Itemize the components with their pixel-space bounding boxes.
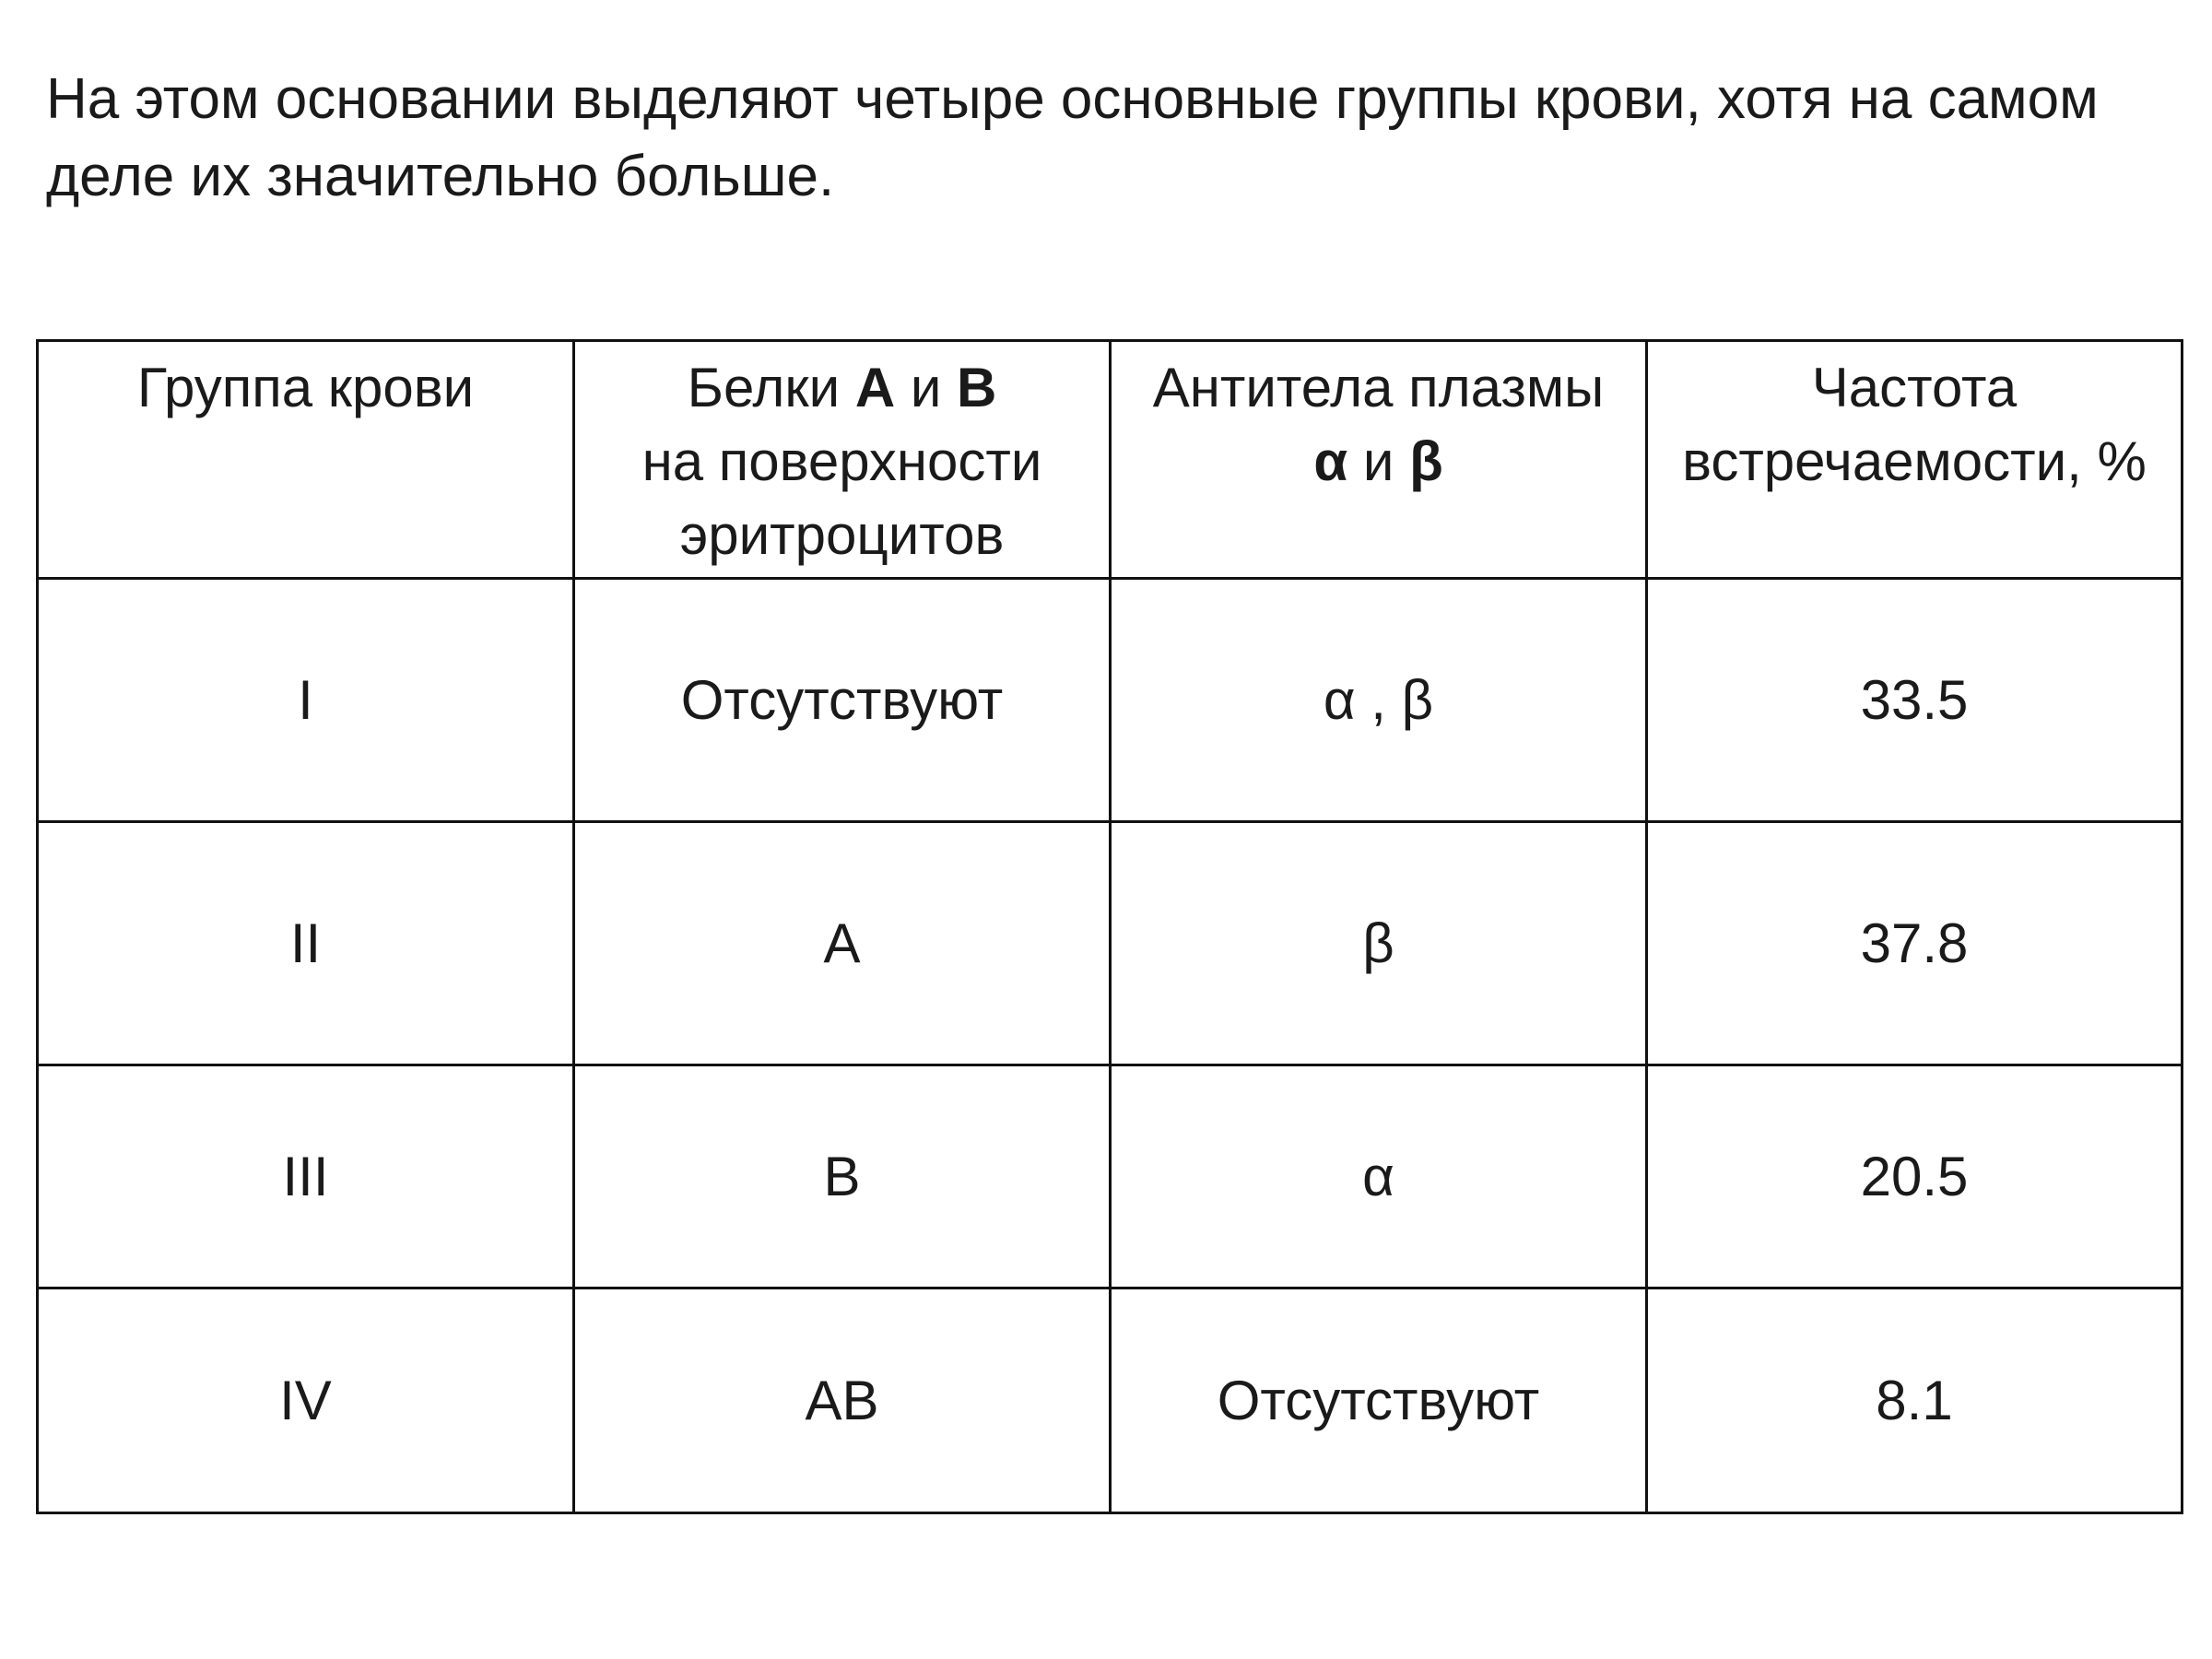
cell-antibodies: Отсутствуют xyxy=(1111,1288,1647,1513)
header-frequency xyxy=(1647,341,2183,579)
table-row xyxy=(38,1288,2183,1513)
header-proteins-prefix: Белки xyxy=(687,357,855,418)
header-blood-group-label: Группа крови xyxy=(136,357,475,418)
header-beta: β xyxy=(1409,430,1443,492)
header-antibodies-line1: Антитела плазмы xyxy=(1152,357,1605,418)
cell-frequency: 20.5 xyxy=(1647,1065,2183,1288)
cell-group: II xyxy=(38,822,574,1065)
header-protein-b: В xyxy=(957,357,997,418)
header-alpha: α xyxy=(1313,430,1348,492)
cell-antibodies: α , β xyxy=(1111,579,1647,822)
header-protein-a: А xyxy=(854,357,896,418)
cell-proteins: А xyxy=(574,822,1111,1065)
cell-group: IV xyxy=(38,1288,574,1513)
table-row xyxy=(38,1065,2183,1288)
cell-proteins: Отсутствуют xyxy=(574,579,1111,822)
header-proteins-line1 xyxy=(584,351,1100,425)
header-antibodies-conj: и xyxy=(1347,430,1410,492)
header-proteins-line3: эритроцитов xyxy=(679,504,1005,566)
header-blood-group xyxy=(38,341,574,579)
header-frequency-line2: встречаемости, % xyxy=(1682,430,2147,492)
table-header-row xyxy=(38,341,2183,579)
header-proteins xyxy=(574,341,1111,579)
blood-groups-table xyxy=(36,339,2183,1514)
cell-proteins: АВ xyxy=(574,1288,1111,1513)
table-row xyxy=(38,579,2183,822)
cell-group: III xyxy=(38,1065,574,1288)
header-antibodies xyxy=(1111,341,1647,579)
cell-frequency: 37.8 xyxy=(1647,822,2183,1065)
cell-proteins: В xyxy=(574,1065,1111,1288)
cell-antibodies: β xyxy=(1111,822,1647,1065)
cell-group: I xyxy=(38,579,574,822)
header-proteins-conj: и xyxy=(895,357,958,418)
header-proteins-line2: на поверхности xyxy=(641,430,1042,492)
intro-paragraph: На этом основании выделяют четыре основные группы крови, хотя на самом деле их значительно больше. xyxy=(46,67,2099,208)
table-row xyxy=(38,822,2183,1065)
header-antibodies-line2 xyxy=(1121,425,1636,499)
cell-frequency: 8.1 xyxy=(1647,1288,2183,1513)
header-frequency-line1: Частота xyxy=(1811,357,2018,418)
cell-antibodies: α xyxy=(1111,1065,1647,1288)
cell-frequency: 33.5 xyxy=(1647,579,2183,822)
